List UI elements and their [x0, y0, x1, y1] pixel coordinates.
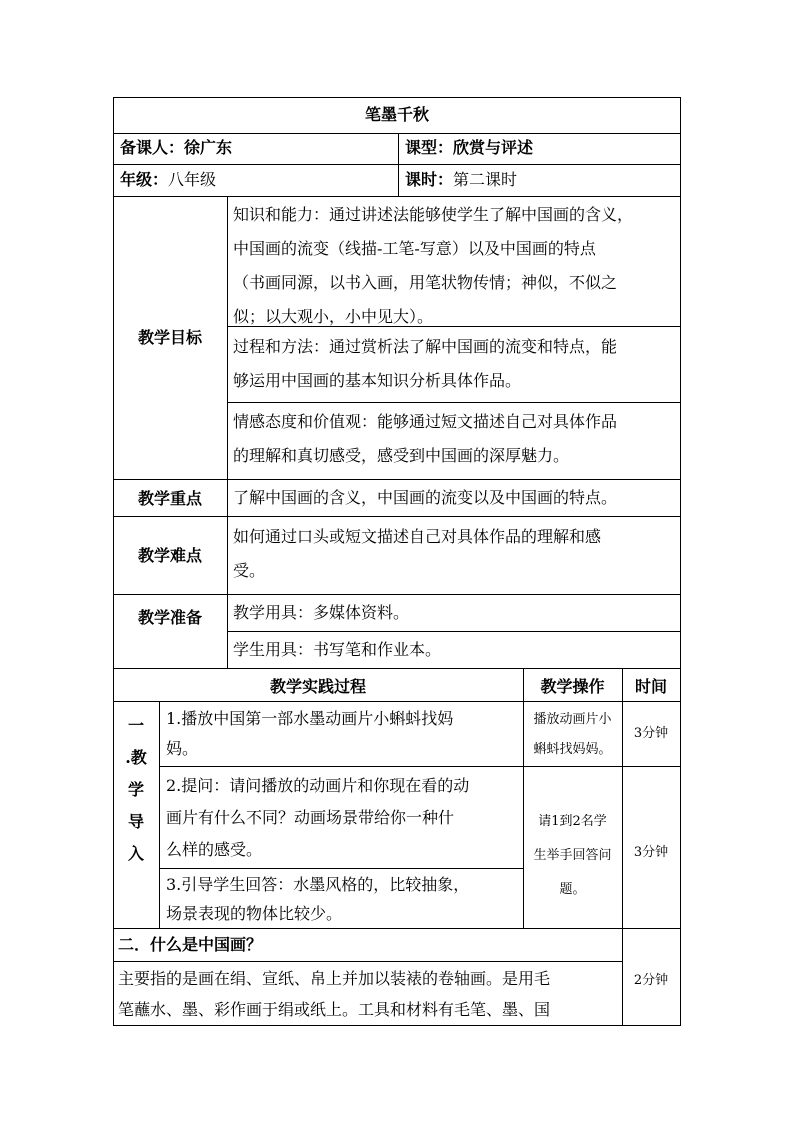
difficulty-text	[233, 520, 679, 588]
preparation-student: 学生用具：书写笔和作业本。	[233, 640, 442, 659]
objectives-label: 教学目标	[137, 328, 202, 347]
table-border	[113, 594, 681, 595]
text-line: 情感态度和价值观：能够通过短文描述自己对具体作品	[233, 412, 618, 431]
section2-title: 二．什么是中国画？	[118, 935, 263, 954]
col-header-time: 时间	[634, 677, 667, 696]
difficulty-label: 教学难点	[137, 546, 202, 565]
text-line: 入	[127, 844, 144, 863]
grade-value: 八年级	[168, 170, 217, 189]
step-1	[166, 704, 522, 764]
table-border	[159, 766, 681, 767]
key-point-text: 了解中国画的含义，中国画的流变以及中国画的特点。	[233, 488, 618, 507]
table-border	[113, 928, 681, 929]
text-line: 主要指的是画在绢、宣纸、帛上并加以装裱的卷轴画。是用毛	[118, 969, 551, 988]
table-border	[113, 97, 681, 98]
text-line: .教	[125, 748, 147, 767]
period-label: 课时：	[405, 170, 454, 189]
text-line: 受。	[233, 561, 266, 580]
text-line: 导	[127, 812, 144, 831]
table-border	[113, 701, 681, 702]
objective-knowledge	[233, 198, 679, 334]
objective-process	[233, 330, 679, 398]
step-2-3-time: 3分钟	[633, 845, 669, 860]
text-line: 够运用中国画的基本知识分析具体作品。	[233, 371, 522, 390]
table-border	[113, 516, 681, 517]
text-line: 如何通过口头或短文描述自己对具体作品的理解和感	[233, 527, 602, 546]
text-line: 知识和能力：通过讲述法能够使学生了解中国画的含义，	[233, 205, 634, 224]
table-border	[113, 479, 681, 480]
table-border	[113, 164, 681, 165]
col-header-operation: 教学操作	[540, 677, 605, 696]
text-line: 妈。	[166, 739, 199, 758]
section2-time: 2分钟	[633, 973, 669, 988]
text-line: 过程和方法：通过赏析法了解中国画的流变和特点，能	[233, 337, 618, 356]
preparation-teacher: 教学用具：多媒体资料。	[233, 603, 410, 622]
table-border	[227, 196, 228, 669]
text-line: 一	[127, 716, 144, 735]
section1-label	[113, 710, 159, 870]
table-border	[113, 1025, 681, 1026]
table-border	[398, 133, 399, 197]
step-2	[166, 770, 522, 866]
text-line: 3.引导学生回答：水墨风格的，比较抽象，	[166, 875, 470, 894]
text-line: 播放动画片小	[533, 712, 612, 727]
text-line: 请1到2名学	[538, 814, 607, 829]
period-value: 第二课时	[453, 170, 518, 189]
step-1-operation	[523, 705, 622, 765]
lesson-type-field	[405, 138, 533, 158]
text-line: 场景表现的物体比较少。	[166, 904, 343, 923]
text-line: 蝌蚪找妈妈。	[533, 742, 612, 757]
step-1-time: 3分钟	[633, 726, 669, 741]
period-field	[405, 170, 517, 190]
table-border	[113, 961, 622, 962]
text-line: 中国画的流变（线描-工笔-写意）以及中国画的特点	[233, 239, 596, 258]
text-line: 画片有什么不同？动画场景带给你一种什	[166, 808, 455, 827]
table-border	[159, 868, 523, 869]
text-line: 2.提问：请问播放的动画片和你现在看的动	[166, 776, 470, 795]
grade-field	[120, 170, 216, 190]
col-header-process: 教学实践过程	[269, 677, 366, 696]
text-line: 笔蘸水、墨、彩作画于绢或纸上。工具和材料有毛笔、墨、国	[118, 1000, 551, 1019]
preparation-label: 教学准备	[137, 608, 202, 627]
text-line: 的理解和真切感受，感受到中国画的深厚魅力。	[233, 446, 570, 465]
text-line: （书画同源，以书入画，用笔状物传情；神似，不似之	[233, 273, 618, 292]
grade-label: 年级：	[120, 170, 169, 189]
table-border	[680, 97, 681, 1026]
text-line: 1.播放中国第一部水墨动画片小蝌蚪找妈	[166, 709, 454, 728]
preparer-name: 徐广东	[184, 138, 233, 157]
page-title: 笔墨千秋	[364, 105, 429, 124]
step-2-3-operation	[523, 805, 622, 907]
text-line: 学	[127, 780, 144, 799]
preparer-label: 备课人：	[120, 138, 185, 157]
text-line: 么样的感受。	[166, 840, 263, 859]
key-point-label: 教学重点	[137, 489, 202, 508]
text-line: 题。	[559, 882, 586, 897]
table-border	[113, 133, 681, 134]
table-border	[159, 701, 160, 929]
table-border	[227, 402, 681, 403]
lesson-type-label: 课型：	[405, 138, 454, 157]
objective-emotion	[233, 405, 679, 473]
table-border	[227, 631, 681, 632]
text-line: 生举手回答问	[533, 848, 612, 863]
lesson-type-value: 欣赏与评述	[453, 138, 534, 157]
section2-text	[118, 963, 618, 1025]
text-line: 似；以大观小，小中见大）。	[233, 307, 434, 326]
table-border	[113, 196, 681, 197]
table-border	[113, 668, 681, 669]
preparer-field	[120, 138, 232, 158]
step-3	[166, 870, 522, 928]
